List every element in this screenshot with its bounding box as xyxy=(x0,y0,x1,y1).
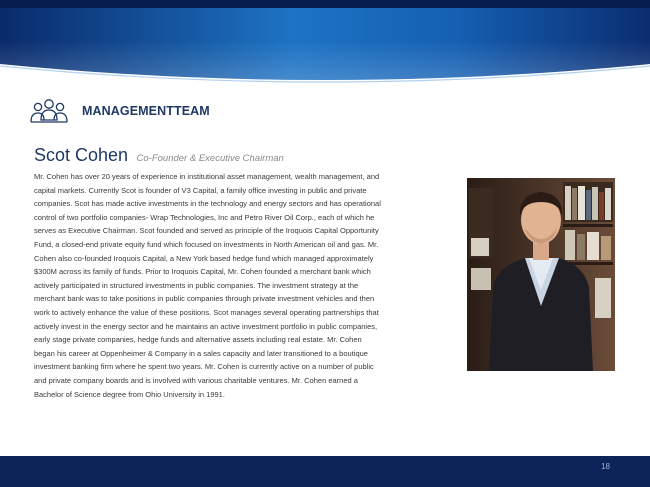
portrait-photo xyxy=(467,178,615,371)
bio-line: control of two portfolio companies- Wrap Technologies, Inc and Petro River Oil Corp., each of which he xyxy=(34,212,375,222)
bio-line: merchant bank was to take positions in public companies through private investment vehicles and then xyxy=(34,294,375,304)
bio-paragraph xyxy=(34,170,456,401)
section-title: MANAGEMENTTEAM xyxy=(82,104,210,118)
bio-line: began his career at Oppenheimer & Company in a sales capacity and later transitioned to a boutique xyxy=(34,348,368,358)
top-banner xyxy=(0,0,650,88)
section-header xyxy=(30,96,210,126)
person-name: Scot Cohen xyxy=(34,145,129,165)
bio-line: investment banking firm where he spent two years. Mr. Cohen is currently active on a number of public xyxy=(34,362,374,372)
person-heading xyxy=(34,145,284,166)
person-role: Co-Founder & Executive Chairman xyxy=(136,153,284,164)
bio-line: work to actively enhance the value of these positions. Scot manages several operating partnerships that xyxy=(34,307,379,317)
bio-line: capital markets. Currently Scot is founder of V3 Capital, a family office investing in public and private xyxy=(34,185,367,195)
bio-line: Fund, a closed-end private equity fund which focused on investments in North American oil and gas. Mr. xyxy=(34,239,379,249)
bio-line: early stage private companies, hedge funds and alternative assets including real estate. Mr. Cohen xyxy=(34,335,362,345)
team-people-icon xyxy=(30,96,68,126)
bio-line: Mr. Cohen has over 20 years of experience in institutional asset management, wealth management, and xyxy=(34,172,380,181)
bio-line: serves as Executive Chairman. Scot founded and served as principle of the Iroquois Capital Opportunity xyxy=(34,226,379,236)
bio-line: companies. Scot has made active investments in the technology and energy sectors and has operational xyxy=(34,199,381,209)
bio-line: Bachelor of Science degree from Ohio University in 1991. xyxy=(34,389,225,399)
bio-line: and private company boards and is involved with various charitable ventures. Mr. Cohen earned a xyxy=(34,375,358,385)
bio-line: actively invest in the energy sector and he maintains an active investment portfolio in public companies, xyxy=(34,321,378,331)
footer-bar xyxy=(0,456,650,487)
bio-line: $300M across its family of funds. Prior to Iroquois Capital, Mr. Cohen founded a merchant bank which xyxy=(34,267,371,277)
page-number: 18 xyxy=(601,462,610,471)
bio-line: actively participated in structured investments in public companies. The investment strategy at the xyxy=(34,280,359,290)
bio-line: Cohen also co-founded Iroquois Capital, a New York based hedge fund which managed approximately xyxy=(34,253,374,263)
